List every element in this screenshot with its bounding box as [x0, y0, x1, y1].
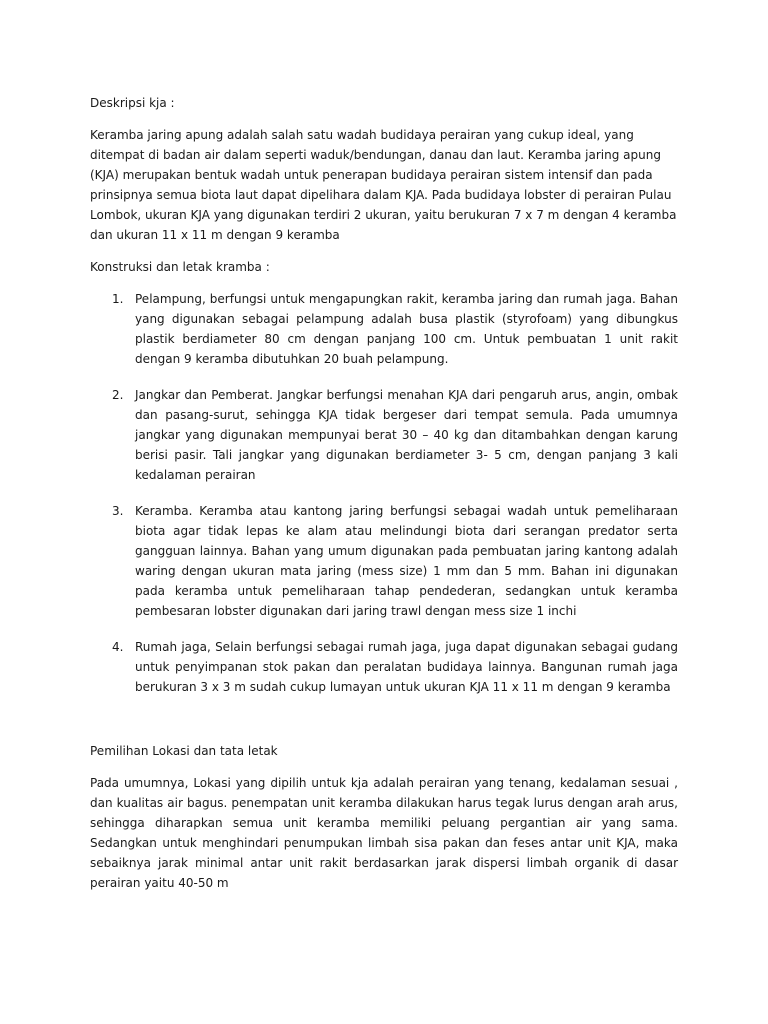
list-item: [90, 385, 678, 485]
construction-list: [90, 289, 678, 697]
list-item-number: 4.: [112, 640, 124, 654]
paragraph-lokasi: Pada umumnya, Lokasi yang dipilih untuk kja adalah perairan yang tenang, kedalaman sesuai , dan kualitas air bagus. penempatan unit keramba dilakukan harus tegak lurus dengan arah arus, sehingga diharapkan semua unit keramba memiliki peluang pergantian air yang sama. Sedangkan untuk menghindari penumpukan limbah sisa pakan dan feses antar unit KJA, maka sebaiknya jarak minimal antar unit rakit berdasarkan jarak dispersi limbah organik di dasar perairan yaitu 40-50 m: [90, 776, 678, 890]
list-item-text: Rumah jaga, Selain berfungsi sebagai rumah jaga, juga dapat digunakan sebagai gudang untuk penyimpanan stok pakan dan peralatan budidaya lainnya. Bangunan rumah jaga berukuran 3 x 3 m sudah cukup lumayan untuk ukuran KJA 11 x 11 m dengan 9 keramba: [135, 640, 678, 694]
list-item: [90, 637, 678, 697]
list-item-number: 3.: [112, 504, 124, 518]
heading-lokasi: Pemilihan Lokasi dan tata letak: [90, 744, 278, 758]
list-item-text: Pelampung, berfungsi untuk mengapungkan rakit, keramba jaring dan rumah jaga. Bahan yang digunakan sebagai pelampung adalah busa plastik (styrofoam) yang dibungkus plastik berdiameter 80 cm dengan panjang 100 cm. Untuk pembuatan 1 unit rakit dengan 9 keramba dibutuhkan 20 buah pelampung.: [135, 292, 678, 366]
paragraph-deskripsi: Keramba jaring apung adalah salah satu wadah budidaya perairan yang cukup ideal, yang ditempat di badan air dalam seperti waduk/bendungan, danau dan laut. Keramba jaring apung (KJA) merupakan bentuk wadah untuk penerapan budidaya perairan sistem intensif dan pada prinsipnya semua biota laut dapat dipelihara dalam KJA. Pada budidaya lobster di perairan Pulau Lombok, ukuran KJA yang digunakan terdiri 2 ukuran, yaitu berukuran 7 x 7 m dengan 4 keramba dan ukuran 11 x 11 m dengan 9 keramba: [90, 128, 677, 242]
heading-deskripsi: Deskripsi kja :: [90, 96, 175, 110]
list-item: [90, 501, 678, 621]
list-item-text: Jangkar dan Pemberat. Jangkar berfungsi menahan KJA dari pengaruh arus, angin, ombak dan pasang-surut, sehingga KJA tidak bergeser dari tempat semula. Pada umumnya jangkar yang digunakan mempunyai berat 30 – 40 kg dan ditambahkan dengan karung berisi pasir. Tali jangkar yang digunakan berdiameter 3- 5 cm, dengan panjang 3 kali kedalaman perairan: [135, 388, 678, 482]
heading-konstruksi: Konstruksi dan letak kramba :: [90, 260, 270, 274]
section-spacer: [90, 713, 678, 741]
document-body: [90, 93, 678, 905]
list-item-number: 2.: [112, 388, 124, 402]
list-item-text: Keramba. Keramba atau kantong jaring berfungsi sebagai wadah untuk pemeliharaan biota agar tidak lepas ke alam atau melindungi biota dari serangan predator serta gangguan lainnya. Bahan yang umum digunakan pada pembuatan jaring kantong adalah waring dengan ukuran mata jaring (mess size) 1 mm dan 5 mm. Bahan ini digunakan pada keramba untuk pemeliharaan tahap pendederan, sedangkan untuk keramba pembesaran lobster digunakan dari jaring trawl dengan mess size 1 inchi: [135, 504, 678, 618]
list-item: [90, 289, 678, 369]
list-item-number: 1.: [112, 292, 124, 306]
